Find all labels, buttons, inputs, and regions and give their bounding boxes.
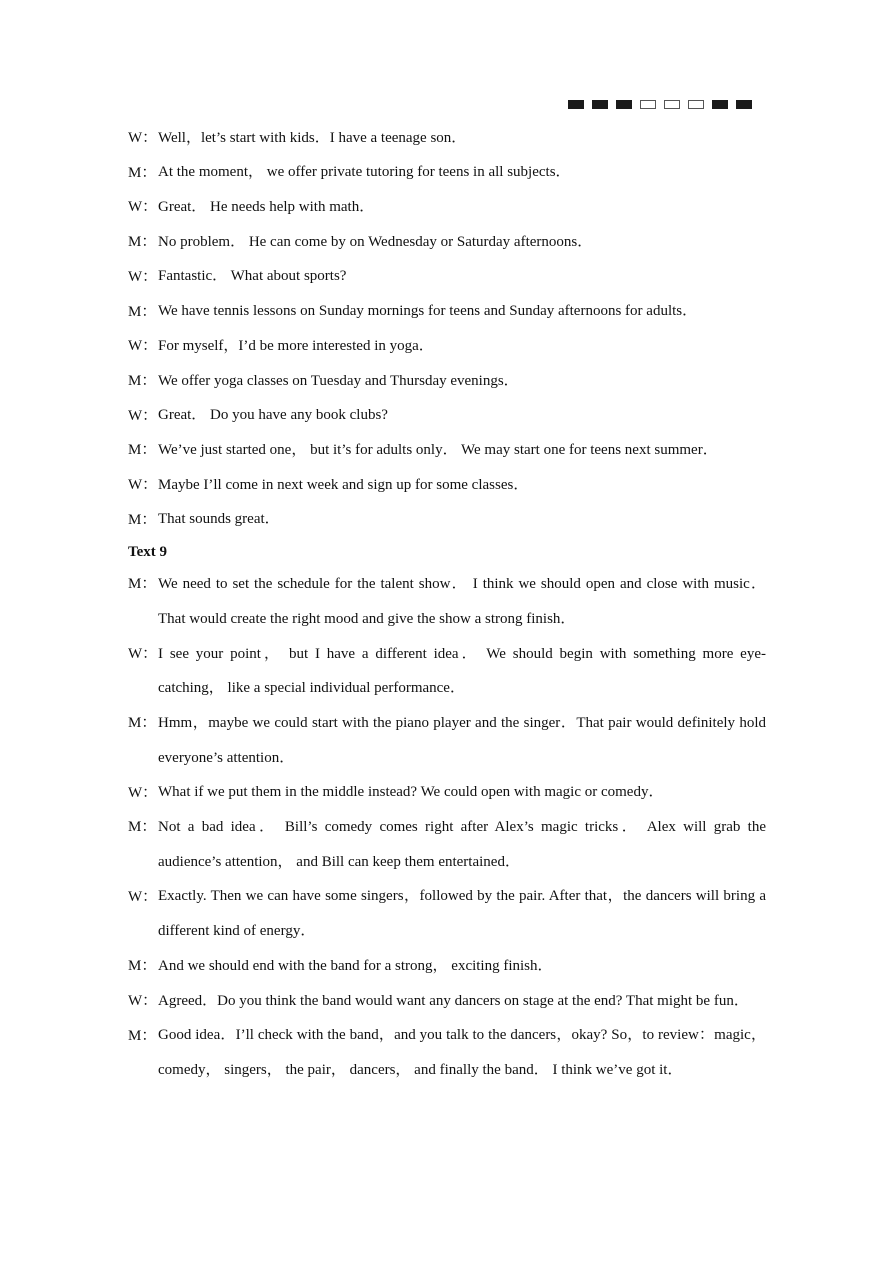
dialogue-line [128,162,766,184]
speaker-label: W： [128,477,158,494]
utterance-text: No problem． He can come by on Wednesday or Saturday afternoons． [158,233,593,250]
speaker-label: W： [128,407,158,424]
dialogue-line [128,782,766,804]
utterance-text: We need to set the schedule for the talent show． I think we should open and close with music． That would create the right mood and give the show a strong finish． [158,576,766,627]
dialogue-line [128,509,766,531]
utterance-text: Good idea．I’ll check with the band，and you talk to the dancers，okay? So，to review：magic，comedy， singers， the pair， dancers， and finally the band． I think we’ve got it． [158,1027,766,1078]
speaker-label: M： [128,511,157,528]
dialogue-line [128,643,766,700]
speaker-label: W： [128,268,158,285]
dialogue-line [128,439,766,461]
header-mark [568,100,584,109]
dialogue-line [128,816,766,873]
utterance-text: Great． He needs help with math． [158,199,375,216]
section-title: Text 9 [128,544,168,561]
speaker-label: W： [128,645,158,662]
speaker-label: M： [128,576,157,593]
header-mark [736,100,752,109]
utterance-text: What if we put them in the middle instead? We could open with magic or comedy． [158,784,664,801]
header-mark [640,100,656,109]
utterance-text: Exactly. Then we can have some singers，followed by the pair. After that，the dancers will bring a different kind of energy． [158,888,766,940]
dialogue-text-8 [128,127,766,531]
utterance-text: Well，let’s start with kids．I have a teenage son． [158,129,467,146]
dialogue-line [128,712,766,769]
speaker-label: M： [128,372,157,389]
utterance-text: Agreed．Do you think the band would want any dancers on stage at the end? That might be fun． [158,992,749,1009]
utterance-text: For myself，I’d be more interested in yoga． [158,337,434,354]
dialogue-line [128,955,766,977]
dialogue-line [128,196,766,218]
utterance-text: We offer yoga classes on Tuesday and Thursday evenings． [158,372,519,389]
dialogue-line [128,335,766,357]
dialogue-line [128,405,766,427]
speaker-label: M： [128,303,157,320]
dialogue-text-9 [128,573,766,1081]
utterance-text: Great． Do you have any book clubs? [158,407,388,424]
utterance-text: We’ve just started one， but it’s for adults only． We may start one for teens next summer． [158,441,718,458]
header-marks [568,100,752,109]
utterance-text: At the moment， we offer private tutoring for teens in all subjects． [158,164,571,181]
header-mark [688,100,704,109]
speaker-label: W： [128,130,158,146]
speaker-label: M： [128,442,157,459]
speaker-label: W： [128,784,158,801]
header-mark [712,100,728,109]
speaker-label: M： [128,1027,157,1044]
utterance-text: I see your point， but I have a different idea． We should begin with something more eye-catching， like a special individual performance． [158,645,766,697]
utterance-text: Not a bad idea． Bill’s comedy comes right after Alex’s magic tricks． Alex will grab the audience’s attention， and Bill can keep them entertained． [158,819,766,870]
utterance-text: That sounds great． [158,511,280,528]
speaker-label: M： [128,819,157,836]
header-mark [616,100,632,109]
speaker-label: M： [128,715,157,732]
utterance-text: And we should end with the band for a strong， exciting finish． [158,957,553,974]
dialogue-line [128,886,766,943]
dialogue-line [128,231,766,253]
speaker-label: W： [128,338,158,355]
dialogue-line [128,573,766,630]
dialogue-line [128,1025,766,1082]
speaker-label: M： [128,958,157,975]
header-mark [664,100,680,109]
utterance-text: Maybe I’ll come in next week and sign up for some classes． [158,476,529,493]
speaker-label: M： [128,164,157,181]
speaker-label: M： [128,234,157,251]
document-body [128,127,766,1094]
speaker-label: W： [128,199,158,216]
utterance-text: We have tennis lessons on Sunday mornings for teens and Sunday afternoons for adults． [158,303,698,320]
dialogue-line [128,127,766,149]
dialogue-line [128,301,766,323]
utterance-text: Hmm，maybe we could start with the piano player and the singer．That pair would definitely hold everyone’s attention． [158,714,766,766]
speaker-label: W： [128,992,158,1009]
speaker-label: W： [128,888,158,905]
dialogue-line [128,990,766,1012]
dialogue-line [128,370,766,392]
dialogue-line [128,266,766,288]
dialogue-line [128,474,766,496]
utterance-text: Fantastic． What about sports? [158,268,347,285]
header-mark [592,100,608,109]
